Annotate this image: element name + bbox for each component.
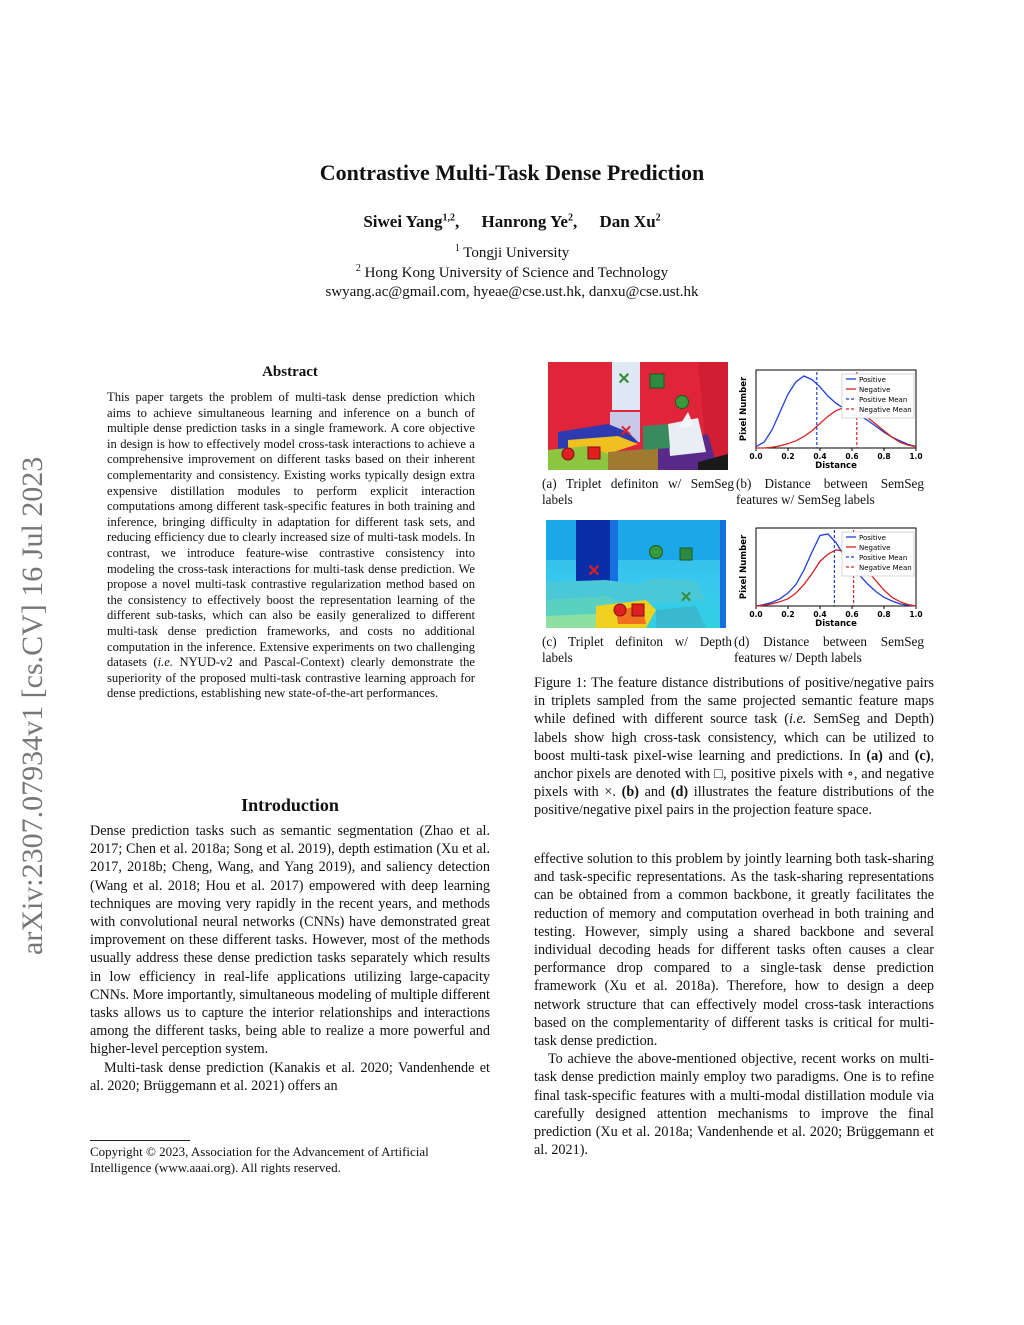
author-2: Hanrong Ye$^2$,: [481, 212, 578, 231]
footnote-rule: [90, 1140, 190, 1141]
figure-1-caption: Figure 1: The feature distance distributions of positive/negative pairs in triplets sampled from the same projected semantic feature maps while defined with different source task (i.e. SemSeg and Depth) labels show high cross-task consistency, which can be utilized to boost multi-task pixel-wise learning and predictions. In (a) and (c), anchor pixels are denoted with □, positive pixels with ∘, and negative pixels with ×. (b) and (d) illustrates the feature distributions of the positive/negative pixel pairs in the projection feature space.: [534, 675, 934, 819]
author-emails: swyang.ac@gmail.com, hyeae@cse.ust.hk, danxu@cse.ust.hk: [325, 284, 699, 300]
right-paragraph-1: effective solution to this problem by jointly learning both task-sharing and task-specific representations. As the task-sharing representations can be obtained from a common backbone, it greatly facilitates the reduction of memory and computation overhead in both training and testing. However, simply using a shared backbone and several individual decoding heads for different tasks often causes a clear performance drop compared to a single-task dense prediction framework (Xu et al. 2018a). Therefore, how to design a deep network structure that can effectively model cross-task interactions based on the complementarity of different tasks is critical for multi-task dense prediction.: [534, 851, 934, 1050]
figure-panel-d-chart: [736, 522, 926, 634]
abstract-text: This paper targets the problem of multi-task dense prediction which aims to achieve simultaneous learning and inference on a bunch of multiple dense prediction tasks in a single framework. A core objective in design is how to effectively model cross-task interactions to achieve a comprehensive improvement on different tasks based on their inherent complementarity and consistency. Existing works typically design extra expensive distillation modules to perform explicit interaction computations among different task-specific features in both training and inference, bringing difficulty in adaptation for different task sets, and reducing efficiency due to clearly increased size of multi-task models. In contrast, we introduce feature-wise contrastive consistency into modeling the cross-task interactions for multi-task dense prediction. We propose a novel multi-task contrastive regularization method based on the consistency to effectively boost the representation learning of the different sub-tasks, which can also be easily generalized to different multi-task dense prediction frameworks, and costs no additional computation in the inference. Extensive experiments on two challenging datasets (i.e. NYUD-v2 and Pascal-Context) clearly demonstrate the superiority of the proposed multi-task contrastive learning approach for dense predictions, establishing new state-of-the-art performances.: [107, 390, 475, 701]
affiliation-1: $^1$ Tongji University: [454, 243, 570, 261]
x-tick-label: 1.0: [909, 452, 923, 461]
x-axis-label: Distance: [815, 619, 857, 629]
svg-text:✕: ✕: [587, 563, 601, 580]
svg-text:✕: ✕: [679, 590, 693, 606]
x-tick-label: 0.6: [845, 610, 859, 619]
x-tick-label: 0.0: [749, 452, 763, 461]
author-1: Siwei Yang$^{1,2}$,: [363, 212, 460, 231]
y-axis-label: Pixel Number: [739, 534, 749, 600]
right-paragraph-2: To achieve the above-mentioned objective, recent works on multi-task dense prediction mainly employ two paradigms. One is to refine final task-specific features with a multi-modal distillation module via carefully designed attention mechanisms to improve the final prediction (Xu et al. 2018a; Vandenhende et al. 2020; Brüggemann et al. 2021).: [534, 1051, 934, 1159]
author-3: Dan Xu$^2$: [599, 212, 661, 231]
introduction-heading: Introduction: [241, 795, 339, 815]
legend-entry: Negative: [859, 386, 891, 394]
y-axis-label: Pixel Number: [739, 376, 749, 442]
legend-entry: Positive Mean: [859, 554, 908, 562]
x-axis-label: Distance: [815, 461, 857, 471]
intro-paragraph-2: Multi-task dense prediction (Kanakis et al. 2020; Vandenhende et al. 2020; Brüggemann et al. 2021) offers an: [90, 1059, 490, 1094]
x-tick-label: 0.2: [781, 610, 795, 619]
x-tick-label: 1.0: [909, 610, 923, 619]
legend-entry: Positive Mean: [859, 396, 908, 404]
introduction-text: [90, 822, 490, 1095]
copyright-footnote: Copyright © 2023, Association for the Advancement of Artificial Intelligence (www.aaai.org). All rights reserved.: [90, 1144, 429, 1175]
arxiv-sidebar: arXiv:2307.07934v1 [cs.CV] 16 Jul 2023: [16, 456, 49, 955]
svg-text:✕: ✕: [619, 424, 633, 440]
x-tick-label: 0.8: [877, 610, 891, 619]
right-column-text: [534, 850, 934, 1159]
figure-caption-b: (b) Distance between SemSeg features w/ SemSeg labels: [736, 476, 924, 507]
legend-entry: Positive: [859, 376, 886, 384]
x-tick-label: 0.2: [781, 452, 795, 461]
x-tick-label: 0.0: [749, 610, 763, 619]
figure-caption-c: (c) Triplet definiton w/ Depth labels: [542, 634, 732, 665]
affiliation-2: $^2$ Hong Kong University of Science and Technology: [355, 263, 669, 281]
x-tick-label: 0.4: [813, 452, 827, 461]
paper-title: Contrastive Multi-Task Dense Prediction: [319, 160, 705, 185]
intro-paragraph-1: Dense prediction tasks such as semantic segmentation (Zhao et al. 2017; Chen et al. 2018a; Song et al. 2019), depth estimation (Xu et al. 2017, 2018b; Cheng, Wang, and Yang 2019), and saliency detection (Wang et al. 2018; Hou et al. 2017) empowered with deep learning techniques are moving very rapidly in the recent years, and methods with convolutional neural networks (CNNs) have demonstrated great improvement on these different tasks. However, most of the methods usually address these dense prediction tasks separately which results in low efficiency in real-life applications utilizing large-capacity CNNs. More importantly, simultaneous modeling of multiple different tasks allows us to capture the interior relationships and interactions among the different tasks, being able to realize a more powerful and higher-level perception system.: [90, 823, 490, 1058]
figure-panel-c-image: [546, 520, 726, 628]
figure-caption-d: (d) Distance between SemSeg features w/ Depth labels: [734, 634, 924, 665]
legend-entry: Negative Mean: [859, 564, 912, 572]
figure-caption-a: (a) Triplet definiton w/ SemSeg labels: [542, 476, 734, 507]
x-tick-label: 0.6: [845, 452, 859, 461]
abstract-heading: Abstract: [262, 364, 318, 380]
x-tick-label: 0.4: [813, 610, 827, 619]
svg-text:✕: ✕: [617, 371, 631, 388]
figure-panel-b-chart: [736, 364, 926, 476]
x-tick-label: 0.8: [877, 452, 891, 461]
figure-panel-a-image: [548, 362, 728, 470]
legend-entry: Positive: [859, 534, 886, 542]
legend-entry: Negative Mean: [859, 406, 912, 414]
legend-entry: Negative: [859, 544, 891, 552]
author-list: [0, 212, 1024, 232]
